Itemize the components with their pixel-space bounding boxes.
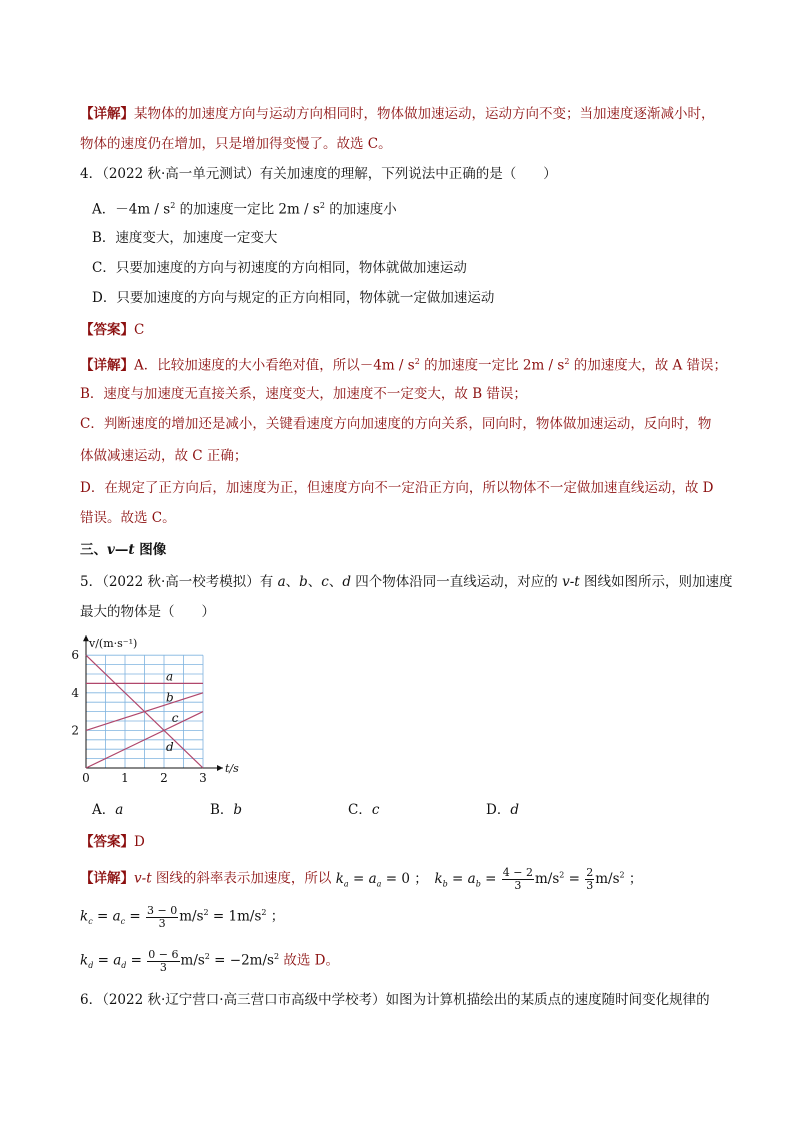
option-label: A． (92, 802, 116, 818)
q5-option-d (486, 800, 519, 820)
q4-answer (80, 320, 740, 340)
q4-analysis-d-2: 错误。故选 C。 (80, 510, 176, 526)
stem-text: 图线如图所示，则加速度 (579, 574, 733, 590)
y-tick-label: 6 (71, 648, 79, 663)
stem-text: 四个物体沿同一直线运动，对应的 (351, 574, 563, 590)
q3-analysis-text-1: 某物体的加速度方向与运动方向相同时，物体做加速运动，运动方向不变；当加速度逐渐减小时， (134, 106, 715, 122)
stem-var: a (277, 574, 286, 590)
option-value: b (233, 802, 243, 818)
series-label-a: a (165, 669, 174, 684)
q5-analysis-1 (80, 862, 740, 897)
fraction: $\frac{3 - 0}{3}$ (147, 903, 178, 930)
analysis-var: v-t (134, 870, 152, 887)
q4-option-b (92, 228, 752, 248)
option-value: d (510, 802, 519, 818)
y-tick-label: 4 (71, 685, 79, 700)
q5-option-c (348, 800, 379, 820)
option-label: B． (92, 230, 116, 246)
fraction: $\frac{2}{3}$ (586, 865, 594, 892)
option-label: C． (348, 802, 372, 818)
vt-graph (70, 630, 250, 790)
q4-option-d (92, 288, 752, 308)
superscript: 2 (170, 201, 176, 210)
q4-analysis-c-2: 体做减速运动，故 C 正确； (80, 448, 248, 464)
superscript: 2 (564, 357, 570, 366)
stem-var: v-t (562, 574, 580, 590)
option-text: 速度变大，加速度一定变大 (115, 230, 278, 246)
q4-analysis-c-1: C．判断速度的增加还是减小，关键看速度方向加速度的方向关系，同向时，物体做加速运动，反向时，物 (80, 416, 712, 432)
section-dash: — (114, 542, 129, 558)
option-label: A． (92, 201, 116, 218)
option-value: a (115, 802, 124, 818)
q5-analysis-2: $k_c = a_c$ = $\frac{3 - 0}{3}$ $m/s^2 = 1m/s^2$ ； (80, 903, 285, 930)
q3-analysis-line-1 (80, 104, 740, 124)
q5-stem-1 (80, 572, 740, 592)
x-tick-label: 3 (199, 771, 207, 785)
q4-analysis-b: B．速度与加速度无直接关系，速度变大，加速度不一定变大，故 B 错误； (80, 386, 527, 402)
analysis-tag: 【详解】 (80, 357, 134, 374)
stem-var: b (299, 574, 308, 590)
analysis-tag: 【详解】 (80, 870, 134, 887)
analysis-tag: 【详解】 (80, 106, 134, 122)
superscript: 2 (319, 201, 325, 210)
section-v: v (107, 542, 115, 558)
fraction: $\frac{4 - 2}{3}$ (502, 865, 533, 892)
q4-stem: 4．（2022 秋·高一单元测试）有关加速度的理解，下列说法中正确的是（ ） (80, 166, 557, 182)
q5-stem-2: 最大的物体是（ ） (80, 604, 215, 620)
answer-value: D (134, 834, 145, 850)
section-suffix: 图像 (134, 542, 167, 558)
option-text: －4m / s (115, 201, 171, 218)
stem-sep: 、 (285, 574, 300, 590)
q4-analysis-a (80, 352, 740, 376)
series-label-b: b (165, 690, 174, 705)
fraction: $\frac{0 - 6}{3}$ (148, 947, 179, 974)
q3-analysis-line-2: 物体的速度仍在增加，只是增加得变慢了。故选 C。 (80, 136, 392, 152)
option-text: 的加速度一定比 2m / s (175, 201, 320, 218)
option-text: 的加速度小 (324, 201, 397, 218)
q4-option-a (92, 196, 752, 220)
q4-analysis-d-1: D．在规定了正方向后，加速度为正，但速度方向不一定沿正方向，所以物体不一定做加速直线运动，故 D (80, 480, 714, 496)
stem-sep: 、 (328, 574, 343, 590)
option-label: B． (210, 802, 234, 818)
answer-tag: 【答案】 (80, 322, 134, 338)
stem-var: d (342, 574, 352, 590)
stem-text: 5．（2022 秋·高一校考模拟）有 (80, 574, 278, 590)
option-label: D． (486, 802, 511, 818)
q6-stem: 6．（2022 秋·辽宁营口·高三营口市高级中学校考）如图为计算机描绘出的某质点的速度随时间变化规律的 (80, 992, 710, 1008)
q5-option-b (210, 800, 242, 820)
stem-var: c (321, 574, 329, 590)
answer-value: C (134, 322, 145, 338)
analysis-text: 的加速度一定比 2m / s (419, 357, 565, 374)
y-axis-label: v/(m·s⁻¹) (89, 637, 138, 651)
x-axis-label: t/s (225, 762, 239, 775)
x-tick-label: 1 (121, 771, 129, 785)
q5-answer (80, 832, 740, 852)
q5-option-a (92, 800, 123, 820)
analysis-text: 的加速度大，故 A 错误； (569, 357, 728, 374)
analysis-text: A．比较加速度的大小看绝对值，所以－4m / s (134, 357, 415, 374)
analysis-text: 图线的斜率表示加速度，所以 (151, 870, 336, 887)
section-prefix: 三、 (80, 542, 107, 558)
option-label: C． (92, 260, 116, 276)
x-tick-label: 2 (160, 771, 168, 785)
superscript: 2 (414, 357, 420, 366)
series-label-d: d (165, 740, 174, 755)
x-axis-arrow (217, 765, 223, 771)
x-tick-label: 0 (82, 771, 90, 785)
q4-option-c (92, 258, 752, 278)
section-t: t (128, 542, 135, 558)
formula-ka: $k_a = a_a = 0$ ； $k_b = a_b$ = $\frac{4 - 2}{3}$ $m/s^2$ = $\frac{2}{3}$ $m/s^2$ ； (335, 865, 643, 892)
option-text: 只要加速度的方向与规定的正方向相同，物体就一定做加速运动 (116, 290, 495, 306)
series-label-c: c (171, 710, 179, 725)
y-tick-label: 2 (71, 723, 79, 738)
option-label: D． (92, 290, 117, 306)
stem-sep: 、 (307, 574, 322, 590)
section-heading (80, 540, 740, 560)
q5-analysis-3: $k_d = a_d$ = $\frac{0 - 6}{3}$ $m/s^2 = -2m/s^2$ 故选 D。 (80, 947, 339, 974)
answer-tag: 【答案】 (80, 834, 134, 850)
option-value: c (371, 802, 380, 818)
option-text: 只要加速度的方向与初速度的方向相同，物体就做加速运动 (115, 260, 467, 276)
